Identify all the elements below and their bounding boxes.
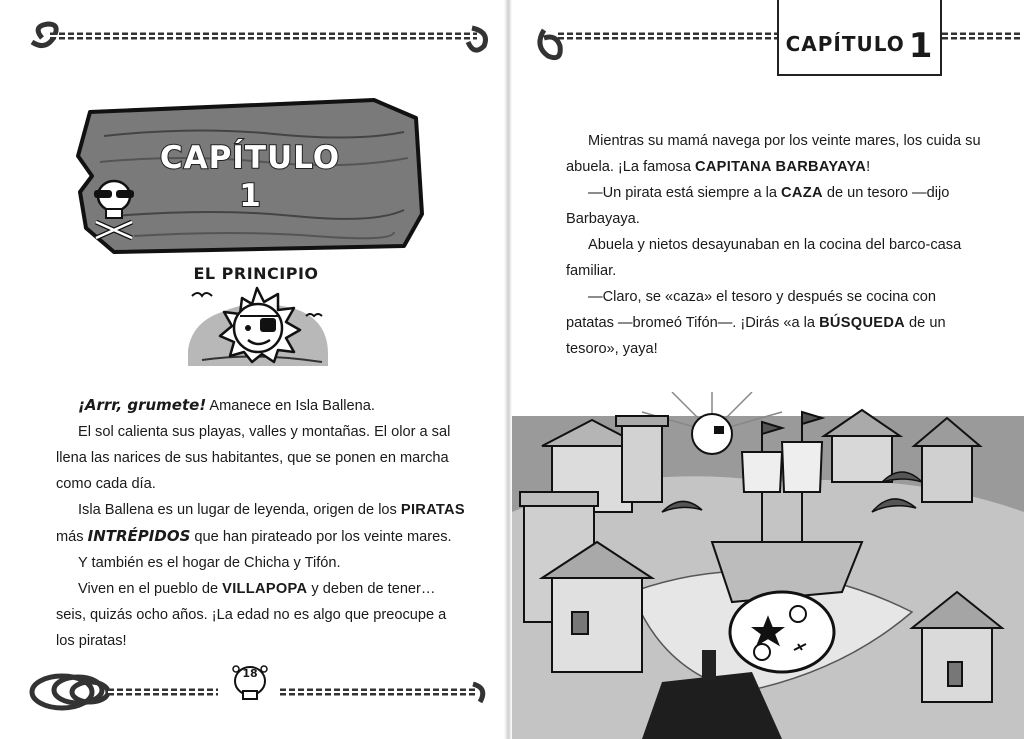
bold-text: CAPITANA BARBAYAYA	[695, 159, 867, 175]
text-span: de un tesoro», yaya!	[566, 315, 946, 357]
paragraph	[566, 284, 986, 362]
paragraph: Abuela y nietos desayunaban en la cocina del barco-casa familiar.	[566, 237, 962, 279]
paragraph	[566, 128, 986, 180]
paragraph	[56, 392, 466, 419]
bold-text: VILLAPOPA	[222, 581, 308, 597]
text-span: Amanece en Isla Ballena.	[206, 398, 375, 414]
rope-top-left-icon	[22, 16, 492, 56]
left-page-body	[56, 392, 466, 654]
bold-text: PIRATAS	[400, 502, 465, 518]
text-span: Isla Ballena es un lugar de leyenda, origen de los	[78, 502, 401, 518]
text-span: que han pirateado por los veinte mares.	[190, 529, 452, 545]
text-span: más	[56, 529, 88, 545]
plank-chapter-number: 1	[239, 178, 261, 214]
book-gutter	[504, 0, 512, 739]
bold-text: BÚSQUEDA	[819, 315, 905, 331]
text-span: Viven en el pueblo de	[78, 581, 223, 597]
paragraph: Y también es el hogar de Chicha y Tifón.	[78, 555, 341, 571]
chapter-tab	[777, 0, 942, 76]
tab-text: CAPÍTULO	[785, 32, 905, 56]
exclamation-text: ¡Arrr, grumete!	[78, 396, 207, 414]
text-span: de un tesoro —dijo Barbayaya.	[566, 185, 950, 227]
paragraph	[56, 497, 466, 550]
text-span: !	[866, 159, 871, 175]
chapter-tab-label	[779, 26, 940, 66]
rope-top-right-icon	[530, 16, 780, 66]
text-span: Mientras su mamá navega por los veinte mares, los cuida su abuela. ¡La famosa	[566, 133, 981, 175]
page-number: 18	[242, 667, 258, 680]
text-span: —Claro, se «caza» el tesoro y después se cocina con patatas —bromeó Tifón—. ¡Dirás «a la	[566, 289, 937, 331]
emphasis-text: INTRÉPIDOS	[87, 527, 191, 545]
right-page-body	[566, 128, 986, 362]
plank-chapter-title: CAPÍTULO	[159, 140, 341, 176]
text-span: y deben de tener… seis, quizás ocho años. ¡La edad no es algo que preocupe a los piratas!	[56, 581, 447, 649]
paragraph	[566, 180, 986, 232]
chapter-subtitle: EL PRINCIPIO	[193, 264, 319, 283]
pirate-village-illustration	[512, 392, 1024, 739]
paragraph	[56, 576, 466, 654]
bold-text: CAZA	[781, 185, 823, 201]
skull-crossbones-icon	[88, 176, 140, 242]
tab-number: 1	[908, 26, 934, 66]
rope-top-far-right-icon	[942, 16, 1024, 46]
text-span: —Un pirata está siempre a la	[588, 185, 782, 201]
pirate-sun-icon	[182, 282, 332, 372]
paragraph: El sol calienta sus playas, valles y montañas. El olor a sal llena las narices de sus habitantes, que se ponen en marcha como cada día.	[56, 424, 451, 492]
